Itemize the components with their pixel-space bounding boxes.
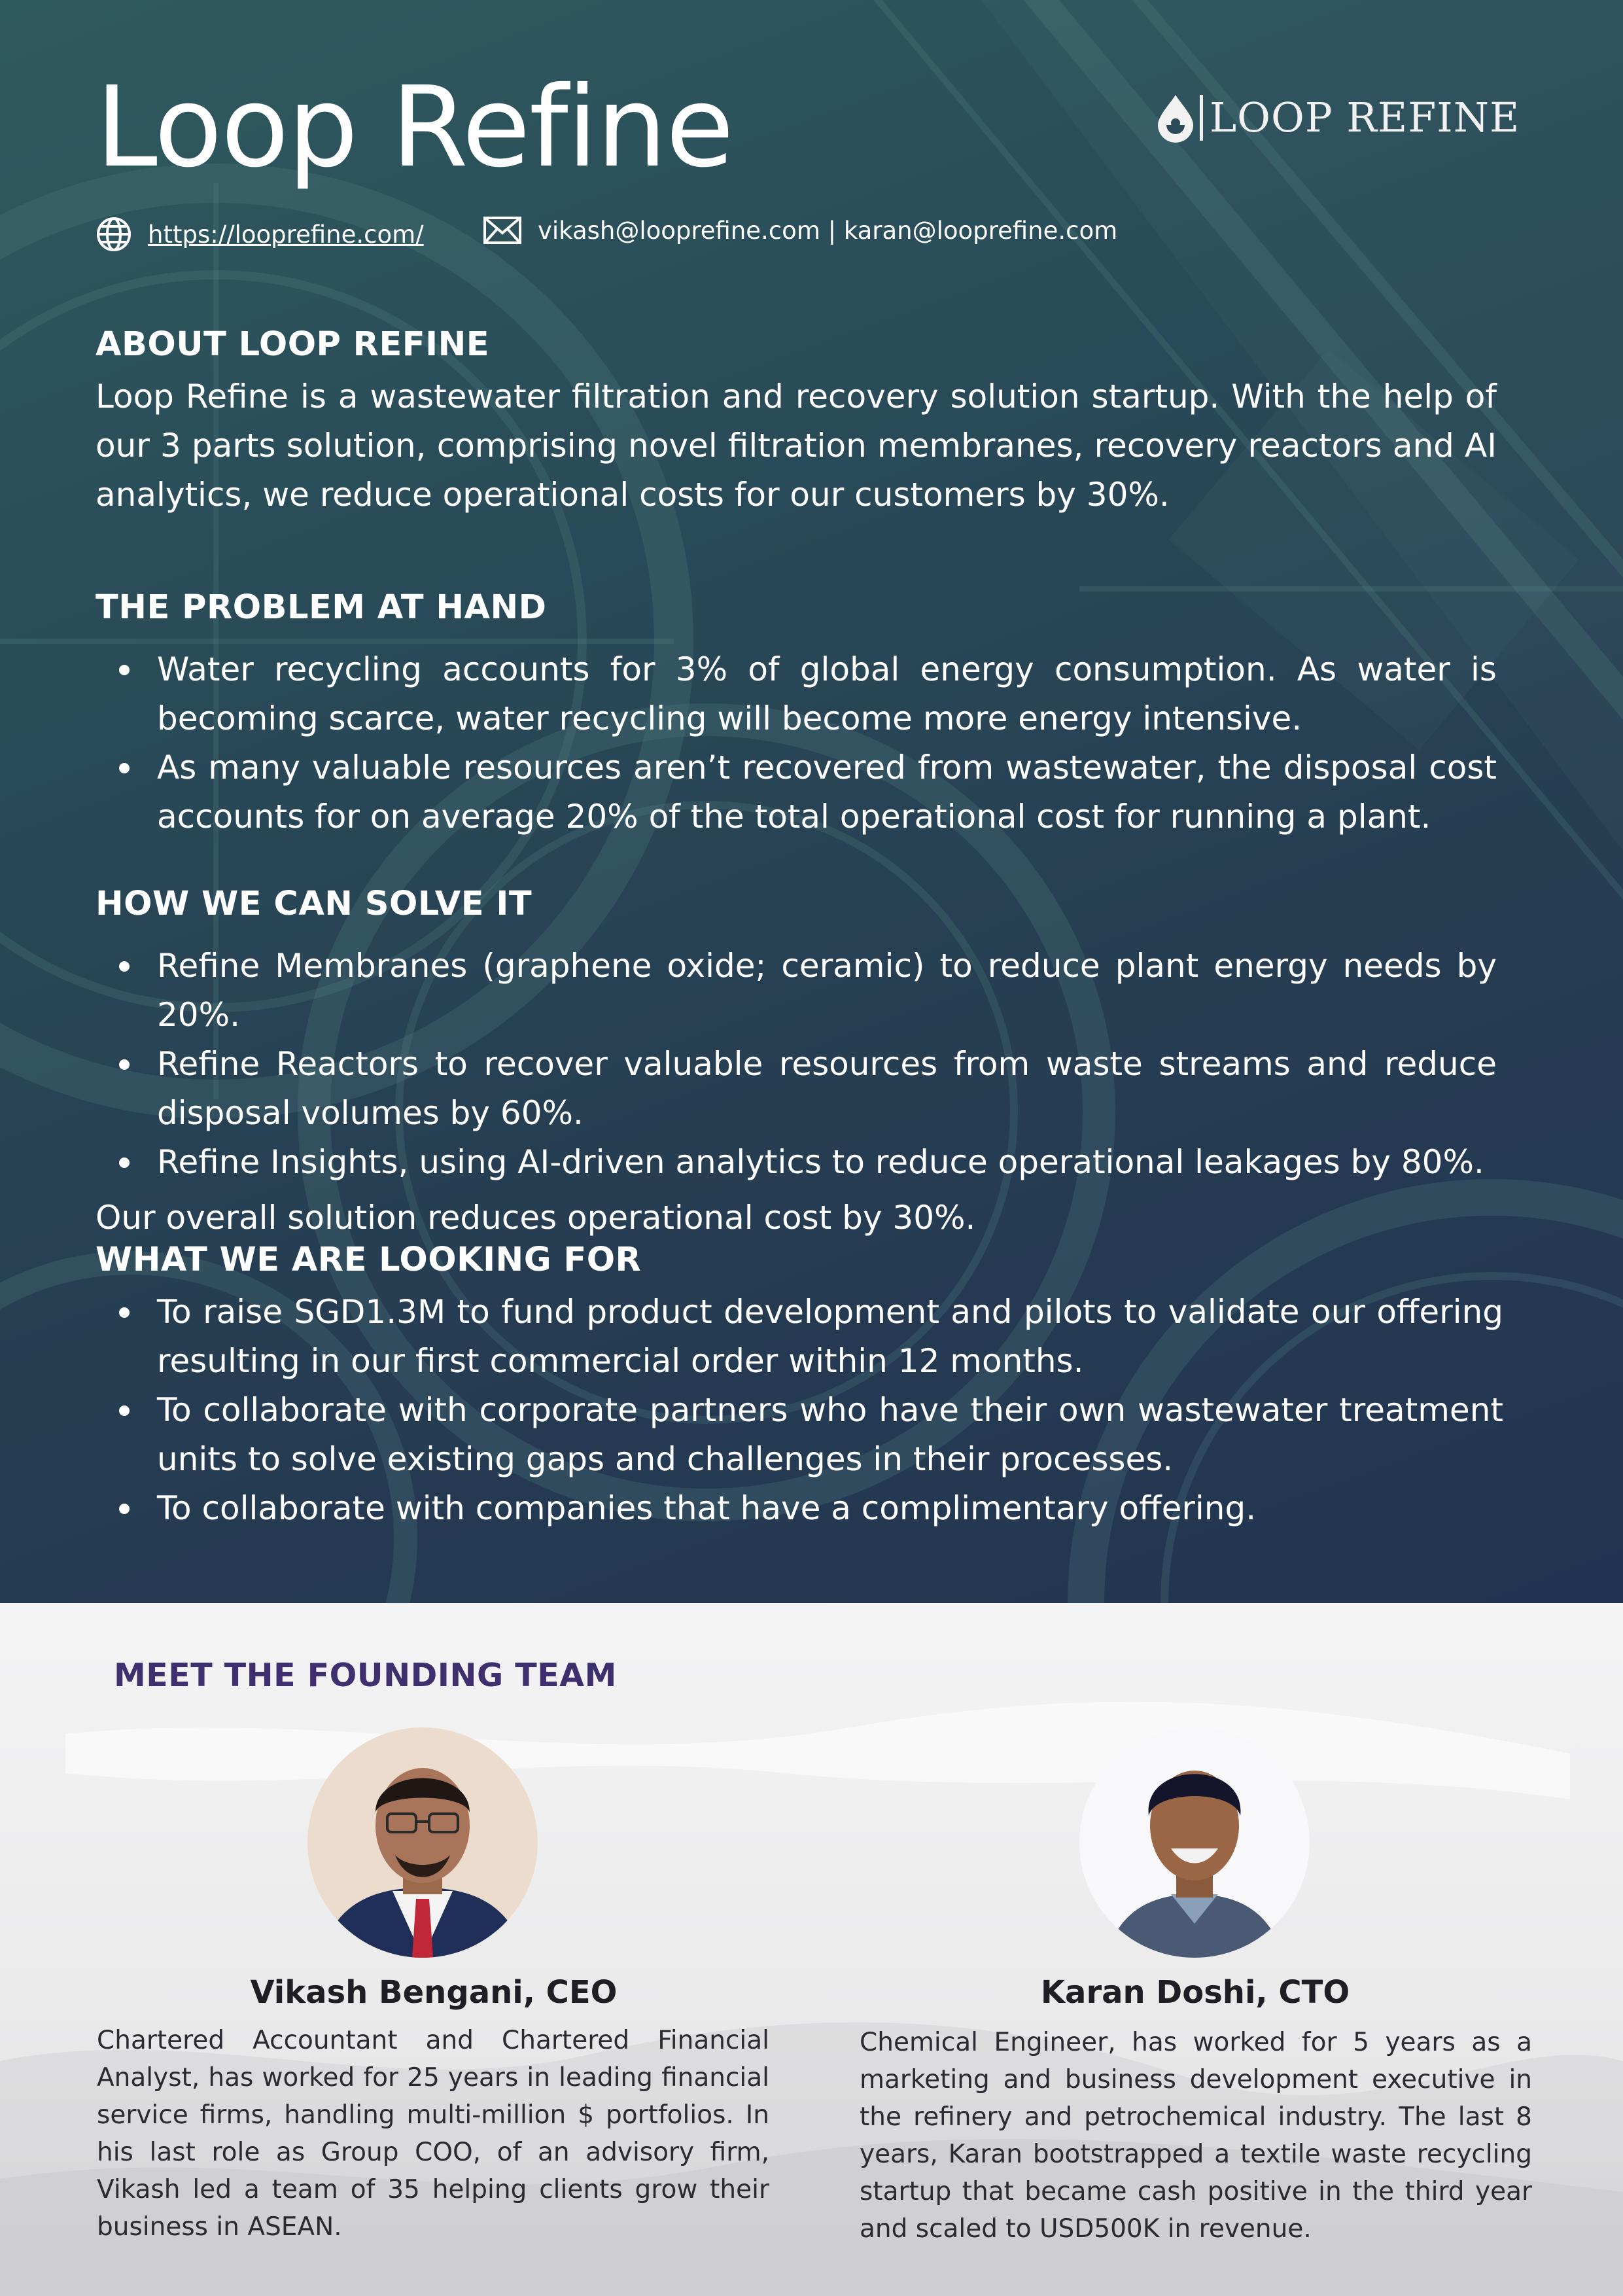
ceo-bio: Chartered Accountant and Chartered Financial Analyst, has worked for 25 years in leading financial service firms, handling multi-million $ portfolios. In his last role as Group COO, of an advisory firm, Vikash led a team of 35 helping clients grow their business in ASEAN. <box>97 2026 769 2242</box>
cto-bio: Chemical Engineer, has worked for 5 years as a marketing and business development executive in the refinery and petrochemical industry. The last 8 years, Karan bootstrapped a textile waste recycling startup that became cash positive in the third year and scaled to USD500K in revenue. <box>860 2028 1532 2244</box>
list-item: As many valuable resources aren’t recovered from wastewater, the disposal cost accounts for on average 20% of the total operational cost for running a plant. <box>96 743 1497 841</box>
problem-section <box>96 588 1497 841</box>
list-item: To raise SGD1.3M to fund product development and pilots to validate our offering resulting in our first commercial order within 12 months. <box>96 1288 1503 1386</box>
envelope-icon <box>483 216 522 245</box>
list-item: To collaborate with companies that have a complimentary offering. <box>96 1484 1503 1533</box>
about-text: Loop Refine is a wastewater filtration and recovery solution startup. With the help of our 3 parts solution, comprising novel filtration membranes, recovery reactors and AI analytics, we reduce operational costs for our customers by 30%. <box>96 378 1497 514</box>
looking-for-list <box>96 1288 1503 1533</box>
team-heading: MEET THE FOUNDING TEAM <box>114 1657 617 1694</box>
looking-for-section <box>96 1240 1503 1533</box>
about-section <box>96 325 1497 520</box>
problem-list <box>96 645 1497 841</box>
ceo-name: Vikash Bengani, CEO <box>250 1974 618 2011</box>
list-item: Refine Membranes (graphene oxide; ceramic) to reduce plant energy needs by 20%. <box>96 942 1497 1040</box>
logo-text: LOOP REFINE <box>1210 94 1520 141</box>
looking-for-heading: WHAT WE ARE LOOKING FOR <box>96 1241 642 1279</box>
email-addresses[interactable]: vikash@looprefine.com | karan@looprefine.com <box>538 216 1118 245</box>
solution-heading: HOW WE CAN SOLVE IT <box>96 885 532 923</box>
ceo-photo <box>307 1727 538 1958</box>
list-item: Refine Insights, using AI-driven analytics to reduce operational leakages by 80%. <box>96 1138 1497 1187</box>
cto-name: Karan Doshi, CTO <box>1040 1974 1350 2011</box>
problem-heading: THE PROBLEM AT HAND <box>96 588 547 627</box>
page-title: Loop Refine <box>96 63 733 192</box>
logo-divider <box>1200 95 1203 141</box>
list-item: To collaborate with corporate partners who have their own wastewater treatment units to solve existing gaps and challenges in their processes. <box>96 1386 1503 1484</box>
globe-icon <box>96 216 132 253</box>
list-item: Water recycling accounts for 3% of global energy consumption. As water is becoming scarce, water recycling will become more energy intensive. <box>96 645 1497 743</box>
droplet-icon <box>1155 92 1196 143</box>
about-heading: ABOUT LOOP REFINE <box>96 325 490 364</box>
avatar <box>1079 1727 1310 1958</box>
cto-photo <box>1079 1727 1310 1958</box>
solution-list <box>96 942 1497 1187</box>
website-contact <box>96 216 424 253</box>
company-logo <box>1155 92 1520 144</box>
solution-section <box>96 884 1497 1243</box>
avatar <box>307 1727 538 1958</box>
website-link[interactable]: https://looprefine.com/ <box>148 220 424 249</box>
solution-summary: Our overall solution reduces operational cost by 30%. <box>96 1199 976 1237</box>
email-contact <box>483 216 1117 245</box>
team-section <box>0 1603 1623 2296</box>
list-item: Refine Reactors to recover valuable resources from waste streams and reduce disposal volumes by 60%. <box>96 1040 1497 1138</box>
